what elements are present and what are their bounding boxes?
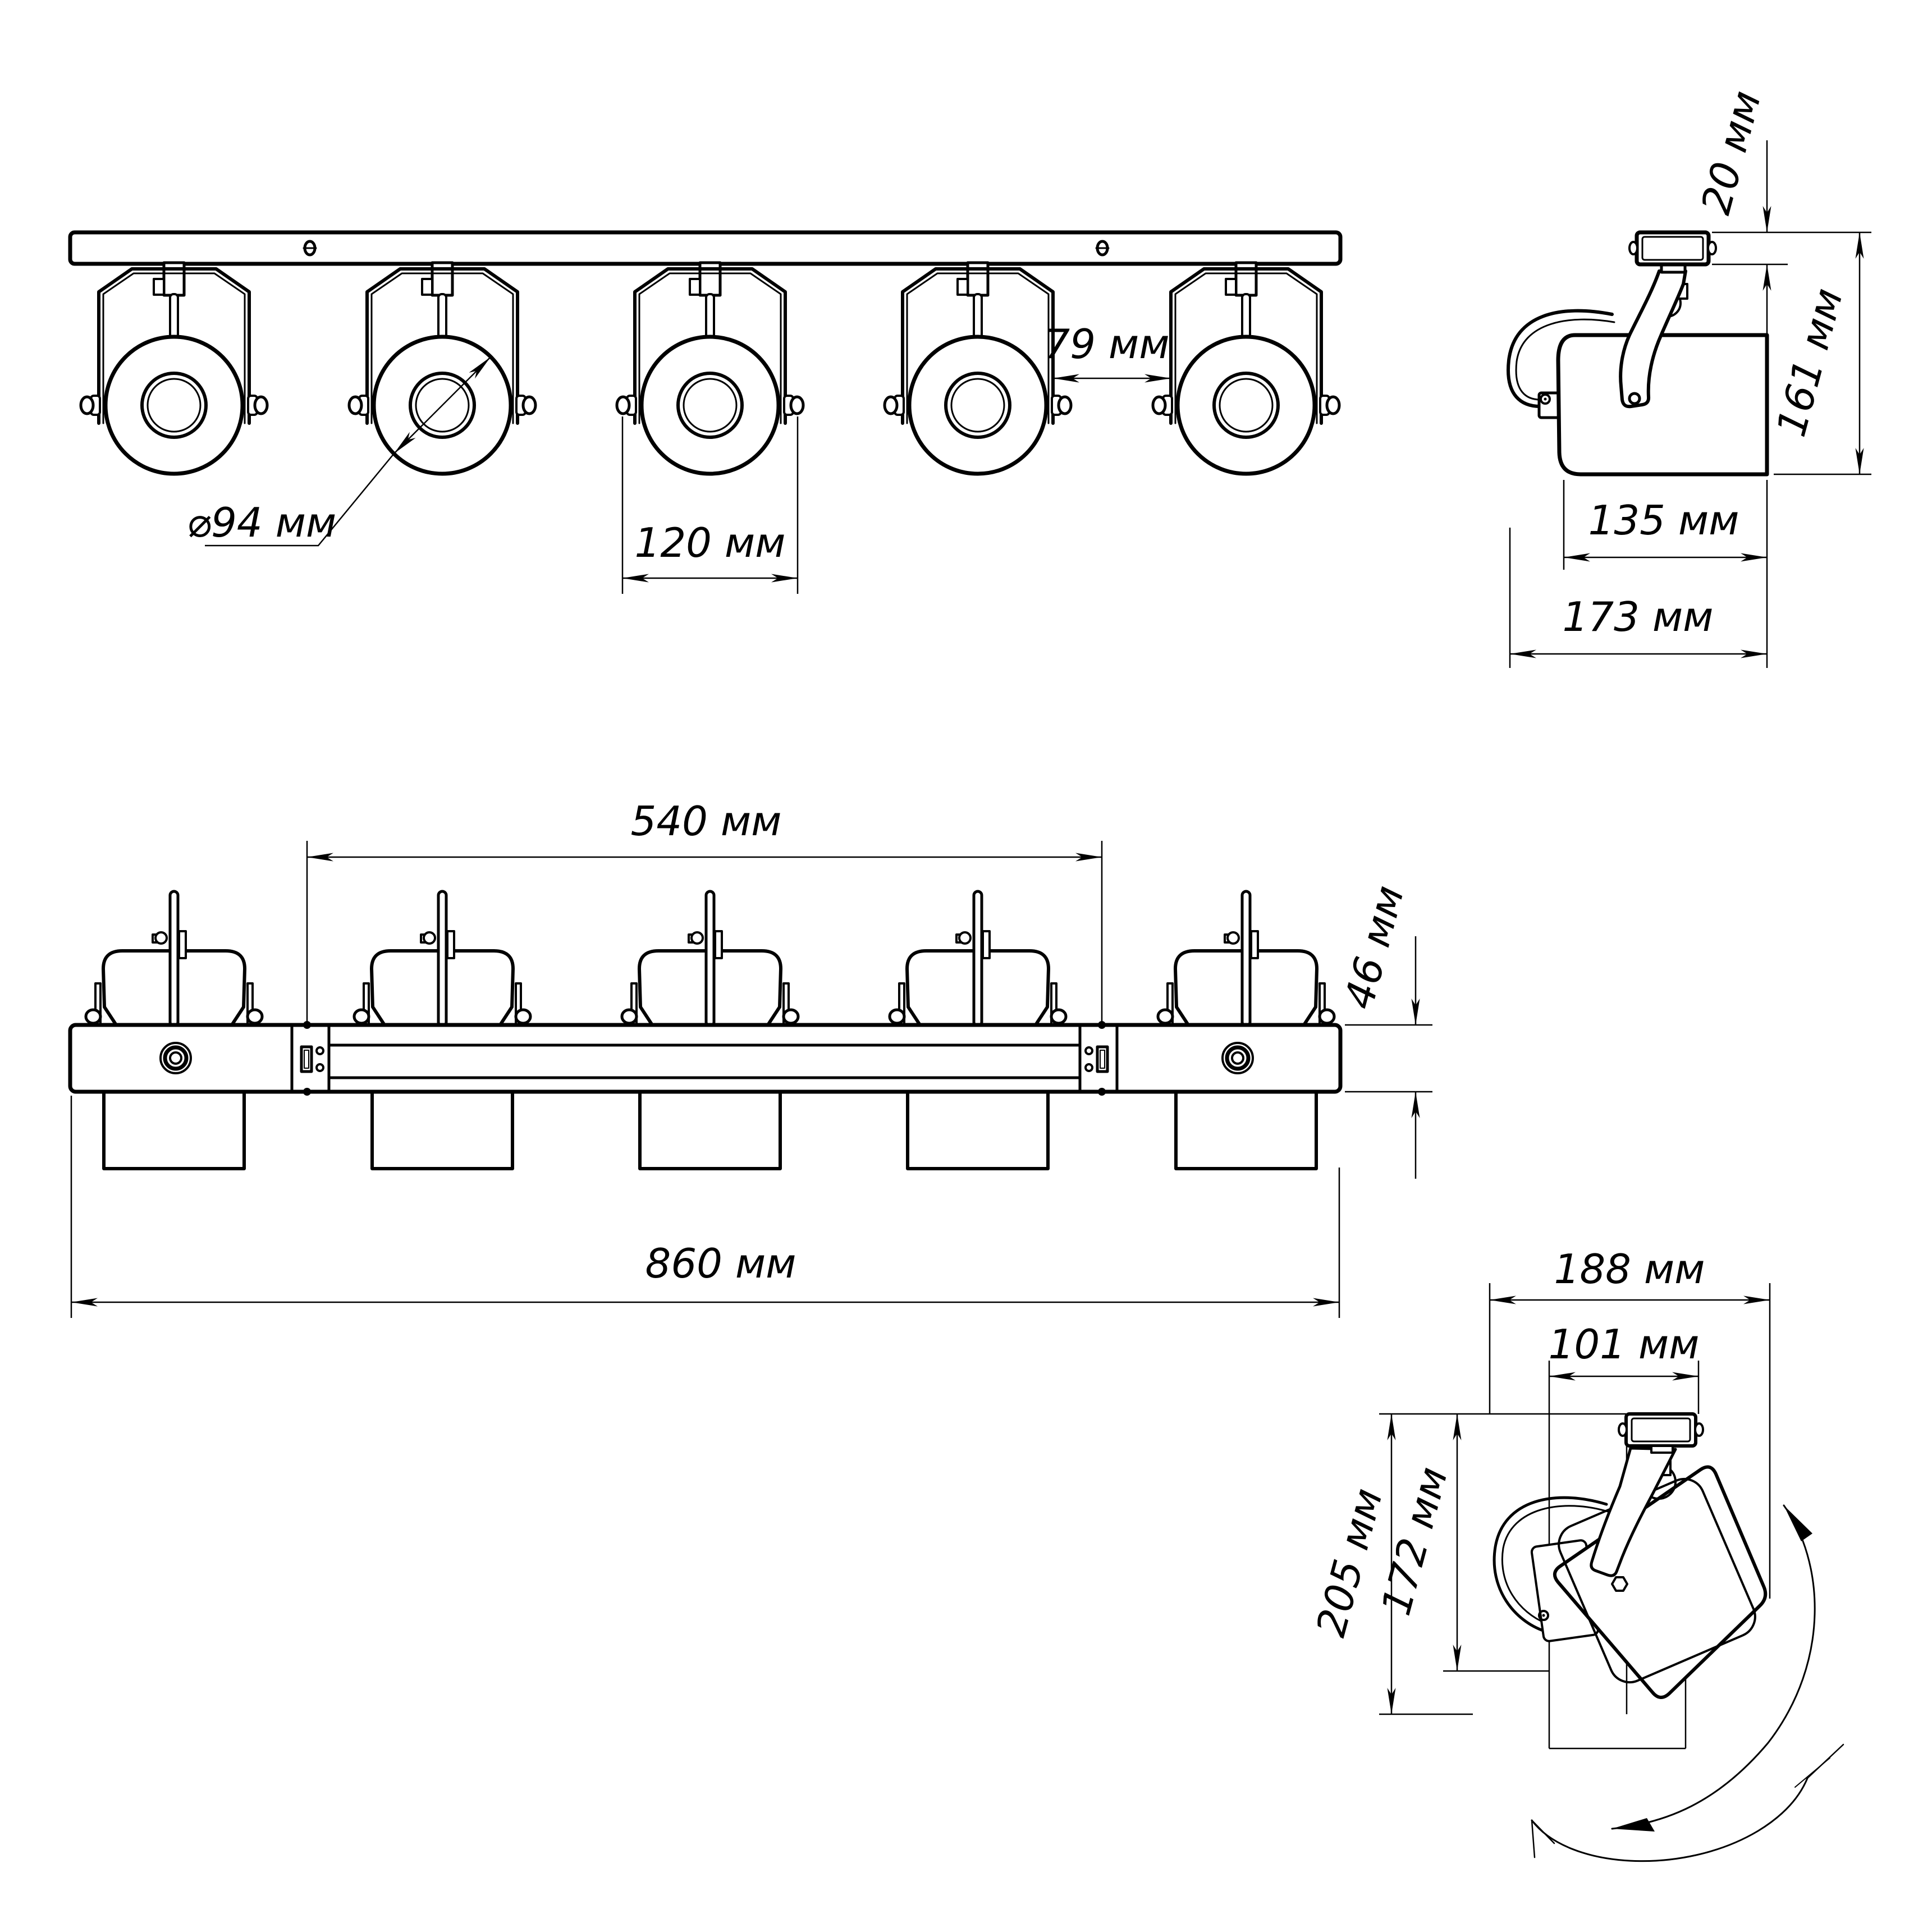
lamp-body-tilted: [1555, 1467, 1765, 1698]
dim-swivel-overall-width: [1490, 1246, 1770, 1300]
dim-overall-depth-label: 173 мм: [1562, 593, 1714, 640]
dim-body-length-label: 135 мм: [1588, 497, 1739, 544]
dim-swivel-body-height: [1372, 1414, 1457, 1671]
spotlight-front-1: [81, 263, 267, 474]
plan-view: [70, 798, 1432, 1318]
dim-overall-length-label: 860 мм: [645, 1240, 796, 1287]
swivel-view: [1307, 1246, 1843, 1861]
spotlight-front-2: [349, 263, 535, 474]
spotlight-front-5: [1153, 263, 1339, 474]
dim-swivel-overall-width-label: 188 мм: [1554, 1246, 1705, 1293]
mounting-rail-plan: [70, 1025, 1340, 1092]
side-view: [1508, 86, 1871, 668]
dim-rail-width-label: 46 мм: [1335, 880, 1413, 1014]
spotlight-front-3: [617, 263, 803, 474]
rotation-arrow-horizontal: [1532, 1745, 1843, 1861]
arm-nut: [1612, 1577, 1627, 1591]
dim-rail-width: [1335, 881, 1432, 1179]
dim-swivel-overall-height-label: 205 мм: [1307, 1483, 1392, 1642]
track-adapter-side: [1629, 232, 1716, 264]
dim-swivel-overall-height: [1307, 1414, 1391, 1714]
front-view: [70, 232, 1340, 594]
dim-head-gap-label: 79 мм: [1044, 321, 1170, 368]
dim-face-diameter-label: ⌀94 мм: [186, 499, 337, 546]
spotlight-front-4: [885, 263, 1071, 474]
dim-head-width-label: 120 мм: [634, 519, 786, 566]
dim-adapter-height-label: 20 мм: [1692, 85, 1770, 219]
dim-swivel-adapter-width: [1549, 1321, 1700, 1376]
dim-overall-height-label: 161 мм: [1767, 283, 1852, 442]
dim-swivel-adapter-width-label: 101 мм: [1548, 1321, 1700, 1368]
dim-overall-depth: [1510, 528, 1767, 668]
dim-overall-height: [1767, 232, 1871, 474]
track-adapter-tilted: [1619, 1414, 1703, 1453]
lamp-body-side: [1558, 335, 1767, 474]
mounting-rail-front: [70, 232, 1340, 264]
dim-swivel-body-height-label: 172 мм: [1372, 1462, 1457, 1620]
dim-rail-section-length-label: 540 мм: [630, 798, 782, 845]
dim-head-gap: [1044, 321, 1171, 378]
